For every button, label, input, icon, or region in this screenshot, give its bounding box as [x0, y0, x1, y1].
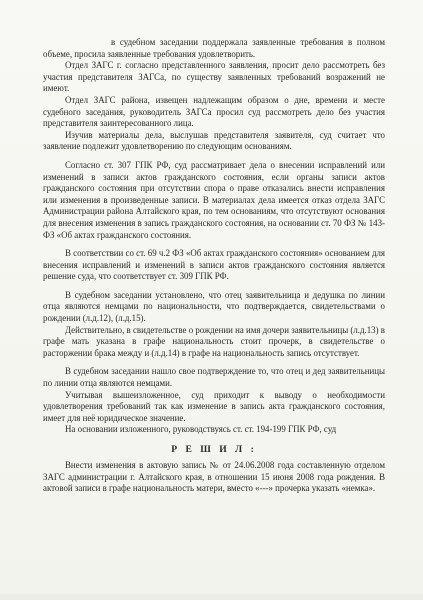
paragraph-established-facts: В судебном заседании установлено, что отец заявительница и дедушка по линии отца являются немцами по национальности, что подтверждается, свидетельствами о рождении (л.д.12), (л.д.15). [43, 289, 385, 324]
paragraph-decision: Внести изменения в актовую запись № от 24.06.2008 года составленную отделом ЗАГС администрации г. Алтайского края, в отношении 15 июня 2008 года рождения. В актовой записи в графе национальность матери, вместо «---» прочерка указать «немка». [43, 460, 385, 494]
paragraph-confirmation: В судебном заседании нашло свое подтверждение то, что отец и дед заявительницы по линии отца являются немцами. [43, 366, 385, 389]
paragraph-article-69: В соответствии со ст. 69 ч.2 ФЗ «Об актах гражданского состояния» основанием для внесения исправлений и изменений в записи актов гражданского состояния является решение суда, что соответствует ст. 309 ГПК РФ. [43, 248, 385, 282]
page-bottom-edge [0, 594, 423, 600]
paragraph-court-review: Изучив материалы дела, выслушав представителя заявителя, суд считает что заявление подлежит удовлетворению по следующим основаниям. [43, 129, 385, 152]
paragraph-zags-city: Отдел ЗАГС г. согласно представленного заявления, просит дело рассмотреть без участия представителя ЗАГСа, по существу заявленных требований возражений не имеют. [43, 60, 385, 94]
paragraph-article-307: Согласно ст. 307 ГПК РФ, суд рассматривает дела о внесении исправлений или изменений в записи актов гражданского состояния, если органы записи актов гражданского состояния при отсутствии спора о праве отказались внести исправления или изменения в произведенные записи. В материалах дела имеется отказ отдела ЗАГС Администрации района Алтайского края, по тем основаниям, что отсутствуют основания для внесения изменения в запись гражданского состояния, на основании ст. 70 ФЗ № 143-ФЗ «Об актах гражданского состояния. [43, 159, 385, 240]
paragraph-conclusion: Учитывая вышеизложенное, суд приходит к выводу о необходимости удовлетворения требований так как изменение в запись акта гражданского состояния, имеет для неё юридическое значение. [43, 389, 385, 423]
paragraph-birth-certificate: Действительно, в свидетельстве о рождении на имя дочери заявительницы (л.д.13) в графе мать указана в графе национальность стоит прочерк, в свидетельстве о расторжении брака между и (л.д.14) в графе на национальность запись отсутствует. [43, 324, 385, 358]
decision-heading: Р Е Ш И Л : [171, 444, 257, 455]
paragraph-requirements-supported: в судебном заседании поддержала заявленные требования в полном объеме, просила заявленные требования удовлетворить. [43, 37, 385, 59]
paragraph-zags-district: Отдел ЗАГС района, извещен надлежащим образом о дне, времени и месте судебного заседания, руководитель ЗАГСа просил суд рассмотреть дело без участия представителя заинтересованного лица. [43, 94, 385, 129]
paragraph-legal-basis: На основании изложенного, руководствуясь ст. ст. 194-199 ГПК РФ, суд [65, 424, 337, 435]
